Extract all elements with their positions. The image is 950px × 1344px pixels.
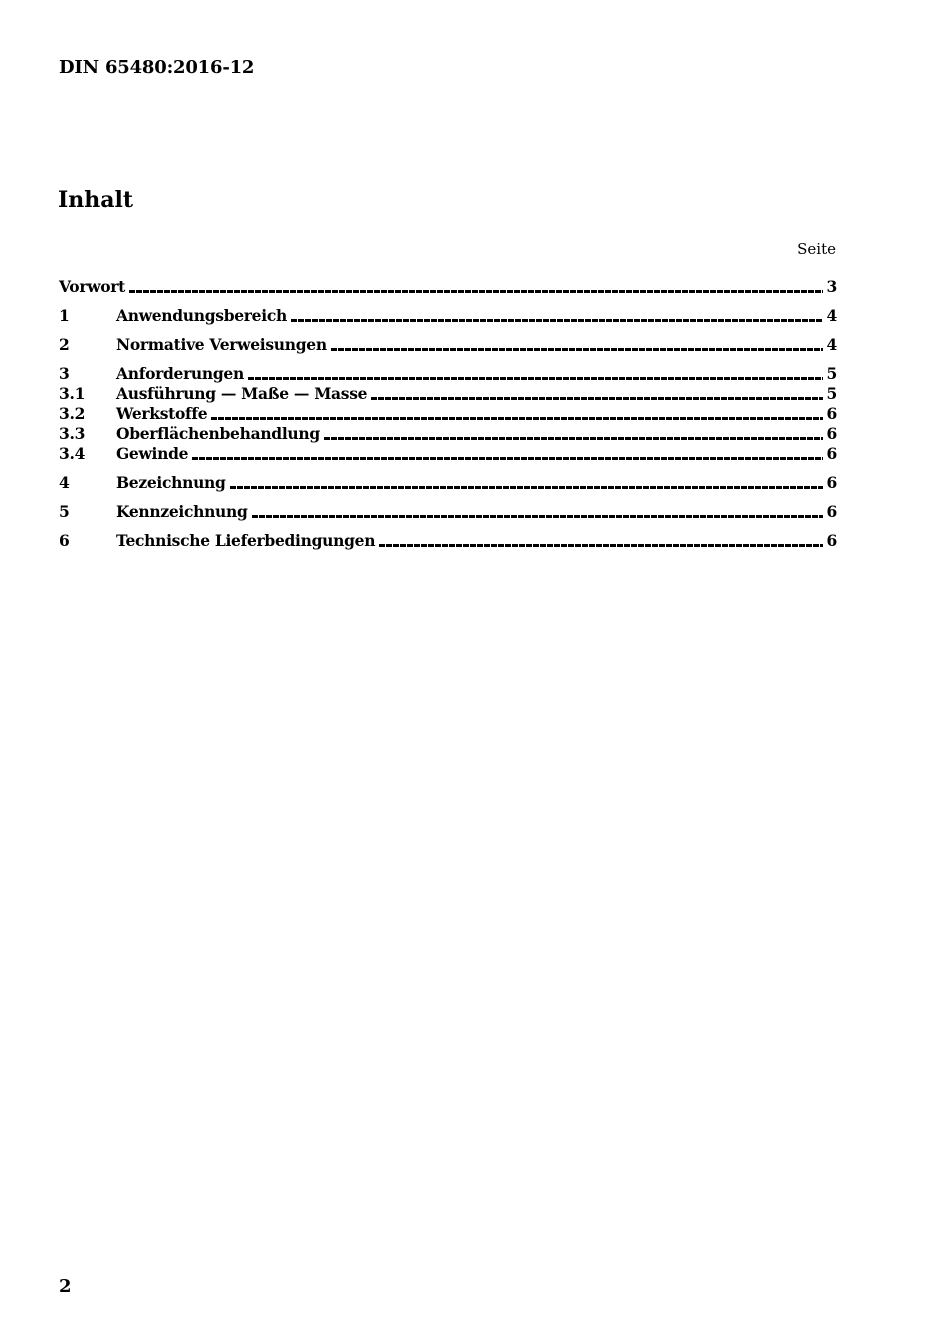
toc-entry-page: 4 — [826, 335, 837, 354]
toc-entry-5[interactable] — [59, 502, 837, 522]
toc-entry-page: 6 — [826, 502, 837, 521]
toc-entry-title: Oberflächenbehandlung — [116, 424, 320, 443]
toc-entry-page: 6 — [826, 531, 837, 550]
toc-entry-number: 2 — [59, 335, 70, 354]
toc-entry-1[interactable] — [59, 306, 837, 326]
table-of-contents — [59, 277, 837, 551]
toc-entry-title: Technische Lieferbedingungen — [116, 531, 376, 550]
toc-entry-number: 1 — [59, 306, 70, 325]
toc-entry-title: Anwendungsbereich — [116, 306, 287, 325]
toc-entry-title: Gewinde — [116, 444, 189, 463]
dot-leader — [371, 397, 822, 400]
toc-entry-4[interactable] — [59, 473, 837, 493]
toc-entry-number: 3 — [59, 364, 70, 383]
document-id: DIN 65480:2016-12 — [59, 57, 255, 78]
toc-entry-page: 6 — [826, 404, 837, 423]
dot-leader — [211, 417, 822, 420]
dot-leader — [379, 544, 822, 547]
toc-entry-vorwort[interactable] — [59, 277, 837, 297]
toc-entry-3-2[interactable] — [59, 404, 837, 424]
toc-entry-title: Normative Verweisungen — [116, 335, 327, 354]
toc-entry-3-1[interactable] — [59, 384, 837, 404]
toc-entry-3-4[interactable] — [59, 444, 837, 464]
toc-entry-number: 3.4 — [59, 444, 86, 463]
toc-entry-6[interactable] — [59, 531, 837, 551]
toc-entry-number: 6 — [59, 531, 70, 550]
dot-leader — [230, 486, 823, 489]
toc-entry-3-3[interactable] — [59, 424, 837, 444]
toc-entry-title: Ausführung — Maße — Masse — [116, 384, 368, 403]
page-number: 2 — [59, 1276, 72, 1297]
dot-leader — [129, 290, 822, 293]
toc-entry-page: 4 — [826, 306, 837, 325]
dot-leader — [252, 515, 823, 518]
toc-entry-number: 3.3 — [59, 424, 86, 443]
toc-entry-title: Werkstoffe — [116, 404, 208, 423]
toc-entry-page: 5 — [826, 384, 837, 403]
toc-entry-page: 5 — [826, 364, 837, 383]
toc-entry-number: 3.1 — [59, 384, 86, 403]
toc-entry-3[interactable] — [59, 364, 837, 384]
toc-entry-page: 6 — [826, 444, 837, 463]
dot-leader — [291, 319, 823, 322]
toc-entry-title: Anforderungen — [116, 364, 244, 383]
toc-entry-title: Kennzeichnung — [116, 502, 248, 521]
toc-entry-title: Bezeichnung — [116, 473, 226, 492]
toc-heading: Inhalt — [58, 187, 134, 213]
toc-entry-page: 6 — [826, 473, 837, 492]
dot-leader — [331, 348, 823, 351]
dot-leader — [324, 437, 823, 440]
toc-entry-page: 3 — [826, 277, 837, 296]
dot-leader — [192, 457, 822, 460]
toc-entry-title: Vorwort — [59, 277, 126, 296]
toc-entry-number: 4 — [59, 473, 70, 492]
toc-entry-number: 3.2 — [59, 404, 86, 423]
toc-entry-number: 5 — [59, 502, 70, 521]
dot-leader — [248, 377, 823, 380]
toc-entry-page: 6 — [826, 424, 837, 443]
toc-entry-2[interactable] — [59, 335, 837, 355]
page-column-label: Seite — [797, 240, 836, 258]
